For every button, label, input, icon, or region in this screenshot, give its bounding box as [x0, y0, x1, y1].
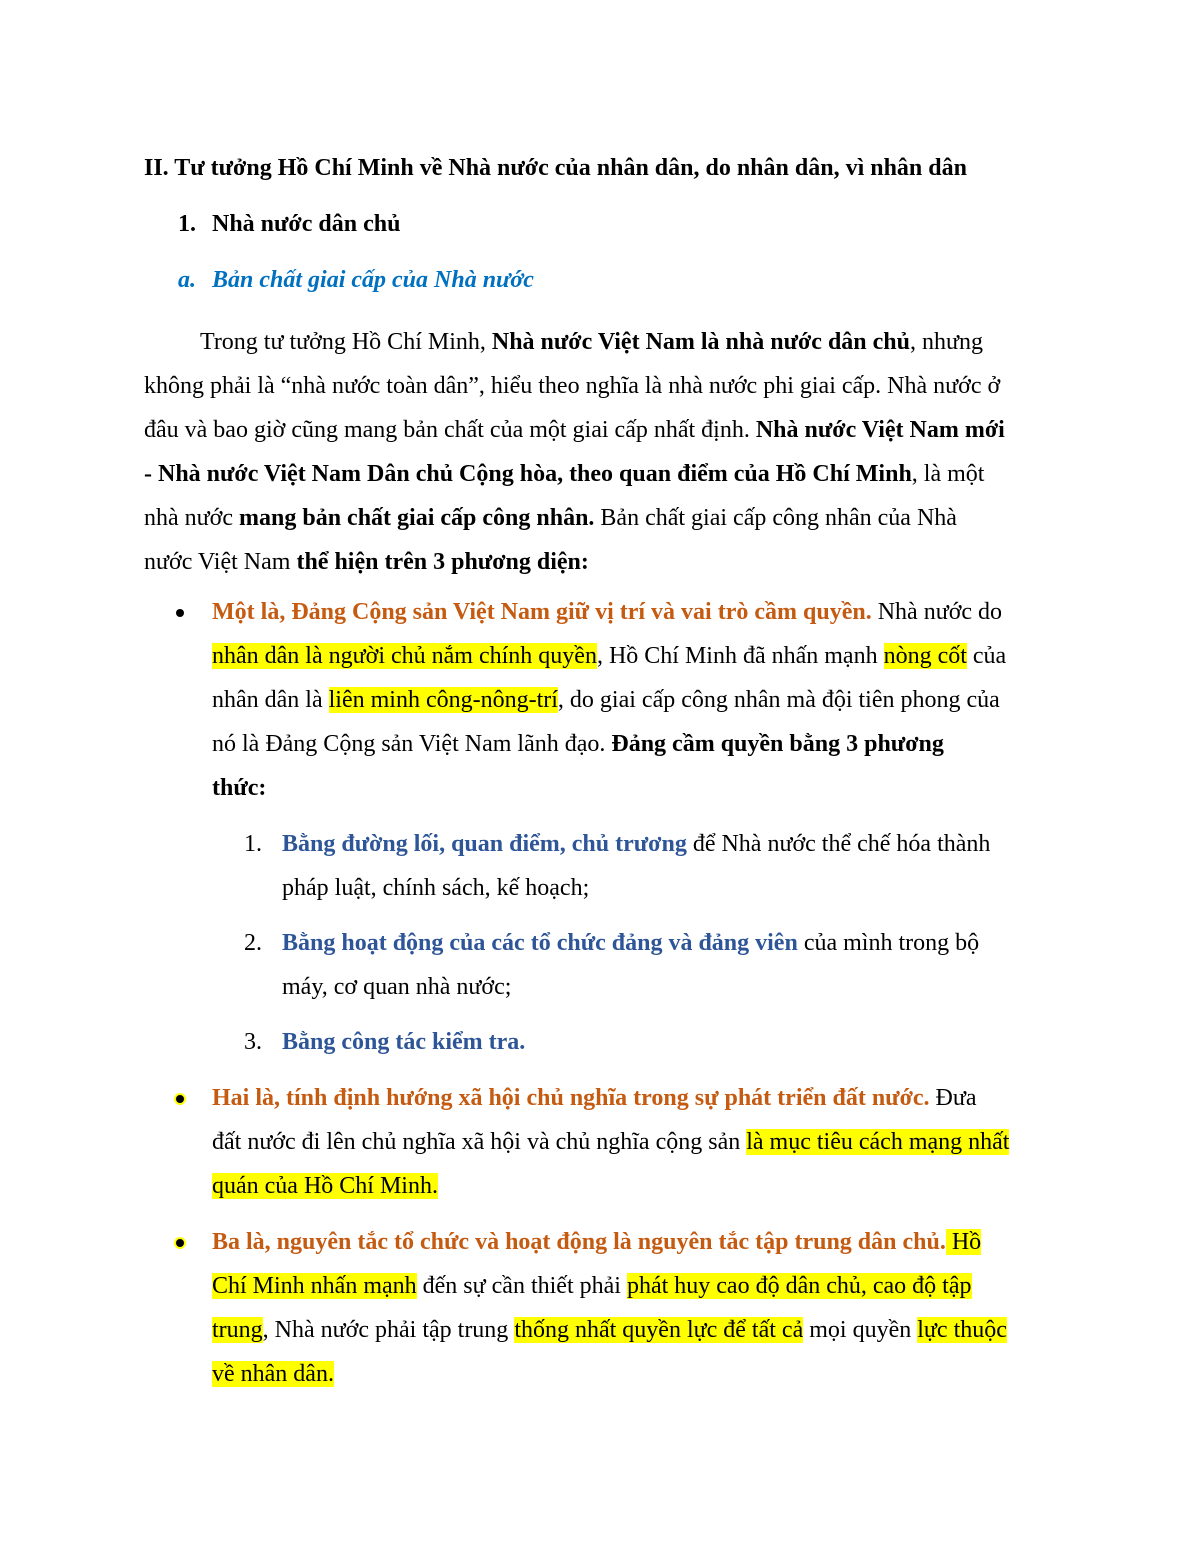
para-line: - Nhà nước Việt Nam Dân chủ Cộng hòa, theo quan điểm của Hồ Chí Minh, là một	[144, 461, 985, 487]
para-line: nước Việt Nam thể hiện trên 3 phương diện:	[144, 549, 589, 575]
document-page: II. Tư tưởng Hồ Chí Minh về Nhà nước của nhân dân, do nhân dân, vì nhân dân 1. Nhà nước dân chủ a. Bản chất giai cấp của Nhà nước Trong tư tưởng Hồ Chí Minh, Nhà nước Việt Nam là nhà nước dân chủ, nhưng không phải là “nhà nước toàn dân”, hiểu theo nghĩa là nhà nước phi giai cấp. Nhà nước ở đâu và bao giờ cũng mang bản chất của một giai cấp nhất định. Nhà nước Việt Nam mới - Nhà nước Việt Nam Dân chủ Cộng hòa, theo quan điểm của Hồ Chí Minh, là một nhà nước mang bản chất giai cấp công nhân. Bản chất giai cấp công nhân của Nhà nước Việt Nam thể hiện trên 3 phương diện: Một là, Đảng Cộng sản Việt Nam giữ vị trí và vai trò cầm quyền. Nhà nước do nhân dân là người chủ nắm chính quyền, Hồ Chí Minh đã nhấn mạnh nòng cốt của nhân dân là liên minh công-nông-trí, do giai cấp công nhân mà đội tiên phong của nó là Đảng Cộng sản Việt Nam lãnh đạo. Đảng cầm quyền bằng 3 phương thức: 1. Bằng đường lối, quan điểm, chủ trương để Nhà nước thể chế hóa thành pháp luật, chính sách, kế hoạch; 2. Bằng hoạt động của các tổ chức đảng và đảng viên của mình trong bộ máy, cơ quan nhà nước; 3. Bằng công tác kiểm tra. Hai là, tính định hướng xã hội chủ nghĩa trong sự phát triển đất nước. Đưa đất nước đi lên chủ nghĩa xã hội và chủ nghĩa cộng sản là mục tiêu cách mạng nhất quán của Hồ Chí Minh. Ba là, nguyên tắc tổ chức và hoạt động là nguyên tắc tập trung dân chủ. Hồ Chí Minh nhấn mạnh đến sự cần thiết phải phát huy cao độ dân chủ, cao độ tập trung, Nhà nước phải tập trung thống nhất quyền lực để tất cả mọi quyền lực thuộc về nhân dân.	[0, 0, 1200, 1553]
intro-paragraph	[144, 320, 1064, 584]
para-line: Trong tư tưởng Hồ Chí Minh, Nhà nước Việt Nam là nhà nước dân chủ, nhưng	[200, 329, 984, 355]
bullet-dot	[176, 1239, 184, 1247]
bullet-dot	[176, 609, 184, 617]
para-line: không phải là “nhà nước toàn dân”, hiểu theo nghĩa là nhà nước phi giai cấp. Nhà nước ở	[144, 373, 1001, 399]
para-line: đâu và bao giờ cũng mang bản chất của một giai cấp nhất định. Nhà nước Việt Nam mới	[144, 417, 1005, 443]
subsubsection-heading	[178, 267, 534, 294]
section-heading: II. Tư tưởng Hồ Chí Minh về Nhà nước của nhân dân, do nhân dân, vì nhân dân	[144, 155, 967, 181]
subsubsection-letter: a.	[178, 267, 196, 293]
bullet-dot	[176, 1095, 184, 1103]
subsection-number: 1.	[178, 211, 196, 237]
para-line: nhà nước mang bản chất giai cấp công nhân. Bản chất giai cấp công nhân của Nhà	[144, 505, 957, 531]
subsubsection-title: Bản chất giai cấp của Nhà nước	[212, 267, 534, 293]
subsection-heading	[178, 211, 400, 238]
subsection-title: Nhà nước dân chủ	[212, 211, 401, 237]
